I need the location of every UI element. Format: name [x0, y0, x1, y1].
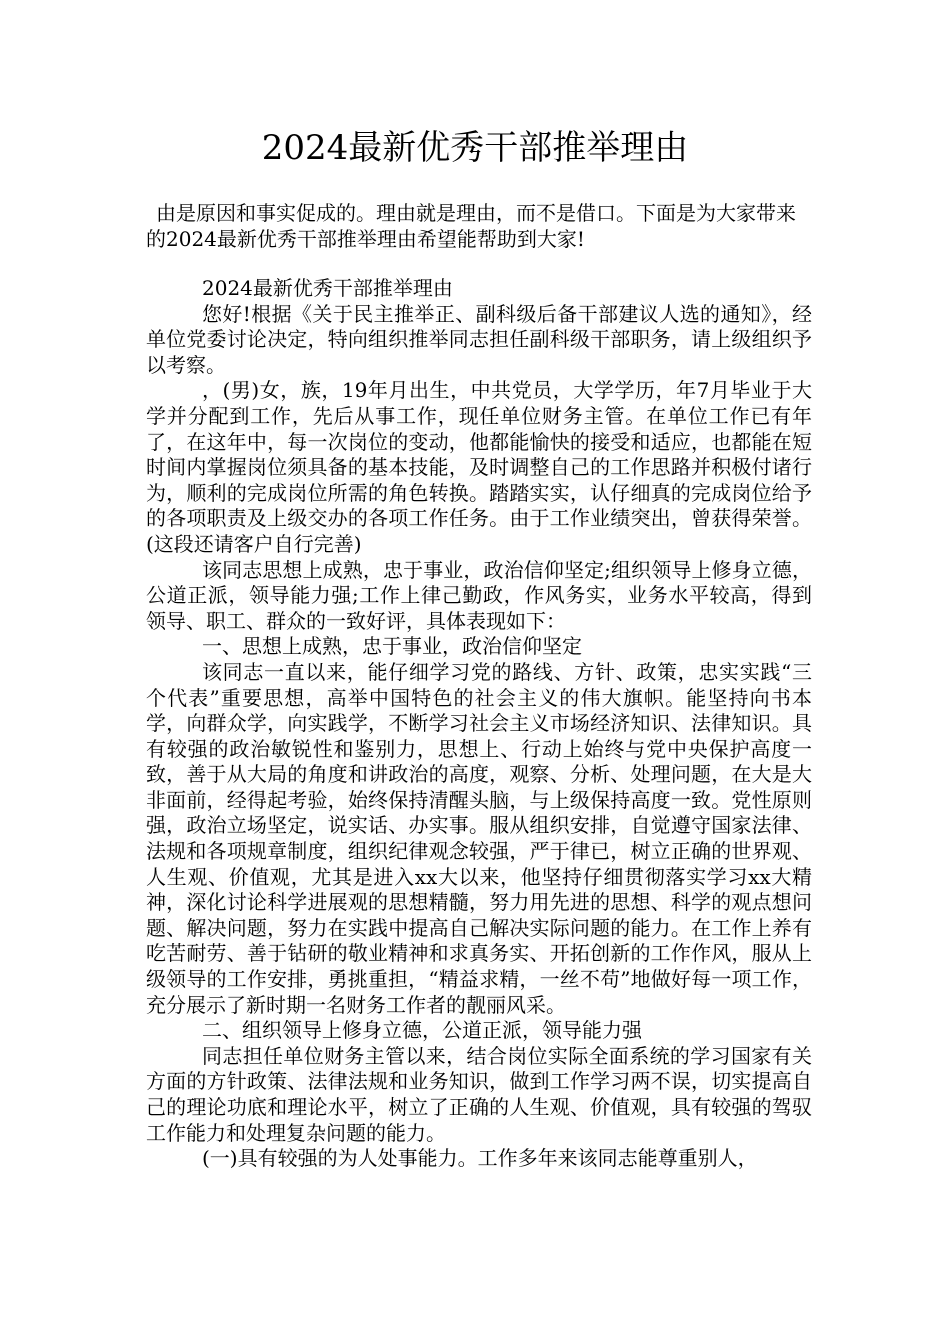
- body-paragraph: (一)具有较强的为人处事能力。工作多年来该同志能尊重别人，: [202, 1146, 758, 1171]
- intro-paragraph: 由是原因和事实促成的。理由就是理由，而不是借口。下面是为大家带来的2024最新优秀干部推举理由希望能帮助到大家!: [146, 201, 796, 251]
- document-title: 2024最新优秀干部推举理由: [261, 128, 689, 168]
- section-subtitle: 2024最新优秀干部推举理由: [202, 276, 453, 300]
- body-paragraph: 该同志思想上成熟，忠于事业，政治信仰坚定;组织领导上修身立德，公道正派，领导能力强;工作上律己勤政，作风务实，业务水平较高，得到领导、职工、群众的一致好评，具体表现如下：: [146, 557, 812, 633]
- section-heading: 二、组织领导上修身立德，公道正派，领导能力强: [202, 1018, 642, 1043]
- document-body: [146, 276, 812, 1172]
- body-paragraph: ，(男)女，族，19年月出生，中共党员，大学学历，年7月毕业于大学并分配到工作，先后从事工作，现任单位财务主管。在单位工作已有年了，在这年中，每一次岗位的变动，他都能愉快的接受和适应，也都能在短时间内掌握岗位须具备的基本技能，及时调整自己的工作思路并积极付诸行为，顺利的完成岗位所需的角色转换。踏踏实实，认仔细真的完成岗位给予的各项职责及上级交办的各项工作任务。由于工作业绩突出，曾获得荣誉。(这段还请客户自行完善): [146, 378, 812, 556]
- body-paragraph: 同志担任单位财务主管以来，结合岗位实际全面系统的学习国家有关方面的方针政策、法律法规和业务知识，做到工作学习两不误，切实提高自己的理论功底和理论水平，树立了正确的人生观、价值观，具有较强的驾驭工作能力和处理复杂问题的能力。: [146, 1043, 812, 1145]
- body-paragraph: 该同志一直以来，能仔细学习党的路线、方针、政策，忠实实践“三个代表”重要思想，高举中国特色的社会主义的伟大旗帜。能坚持向书本学，向群众学，向实践学，不断学习社会主义市场经济知识、法律知识。具有较强的政治敏锐性和鉴别力，思想上、行动上始终与党中央保护高度一致，善于从大局的角度和讲政治的高度，观察、分析、处理问题，在大是大非面前，经得起考验，始终保持清醒头脑，与上级保持高度一致。党性原则强，政治立场坚定，说实话、办实事。服从组织安排，自觉遵守国家法律、法规和各项规章制度，组织纪律观念较强，严于律已，树立正确的世界观、人生观、价值观，尤其是进入xx大以来，他坚持仔细贯彻落实学习xx大精神，深化讨论科学进展观的思想精髓，努力用先进的思想、科学的观点想问题、解决问题，努力在实践中提高自己解决实际问题的能力。在工作上养有吃苦耐劳、善于钻研的敬业精神和求真务实、开拓创新的工作作风，服从上级领导的工作安排，勇挑重担，“精益求精，一丝不苟”地做好每一项工作，充分展示了新时期一名财务工作者的靓丽风采。: [146, 659, 812, 1017]
- body-paragraph: 您好!根据《关于民主推举正、副科级后备干部建议人选的通知》，经单位党委讨论决定，特向组织推举同志担任副科级干部职务，请上级组织予以考察。: [146, 301, 812, 377]
- section-heading: 一、思想上成熟，忠于事业，政治信仰坚定: [202, 634, 582, 659]
